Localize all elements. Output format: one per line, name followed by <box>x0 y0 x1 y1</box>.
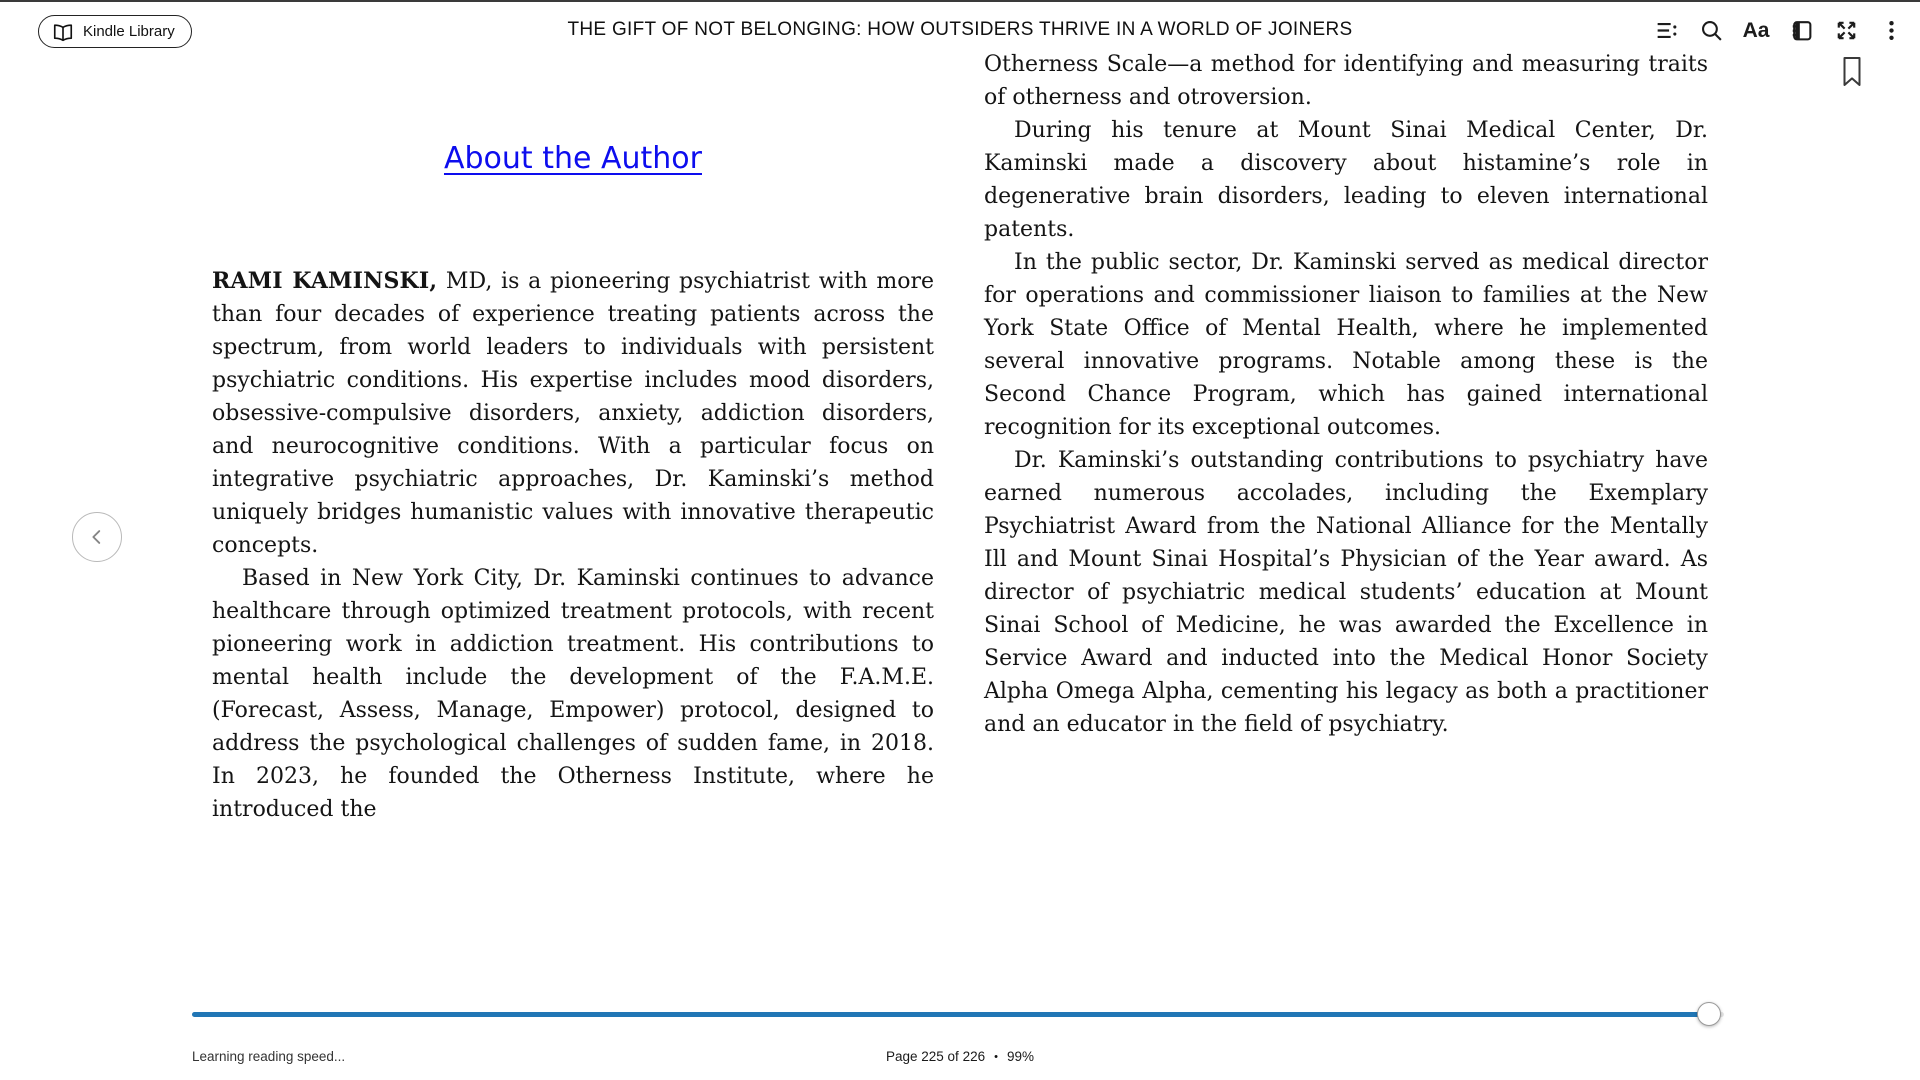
paragraph: Otherness Scale—a method for identifying and measuring traits of otherness and otroversion. <box>984 52 1708 110</box>
author-name-bold: RAMI KAMINSKI, <box>212 268 438 294</box>
reading-progress-bar[interactable] <box>192 1012 1724 1017</box>
paragraph: Based in New York City, Dr. Kaminski continues to advance healthcare through optimized treatment protocols, with recent pioneering work in addiction treatment. His contributions to mental health include the development of the F.A.M.E. (Forecast, Assess, Manage, Empower) protocol, designed to address the psychological challenges of sudden fame, in 2018. In 2023, he founded the Otherness Institute, where he introduced the <box>212 566 934 822</box>
page-layout-icon[interactable] <box>1788 17 1814 43</box>
search-icon[interactable] <box>1698 17 1724 43</box>
chapter-heading-link[interactable]: About the Author <box>443 141 702 176</box>
font-settings-button[interactable] <box>1743 17 1769 43</box>
right-column <box>984 48 1708 741</box>
bookmark-icon[interactable] <box>1841 56 1863 88</box>
topbar-icon-group <box>1653 17 1904 43</box>
percent-read-label: 99% <box>1006 1049 1034 1064</box>
separator-dot: • <box>994 1050 998 1063</box>
overflow-menu-icon[interactable] <box>1878 17 1904 43</box>
book-title: THE GIFT OF NOT BELONGING: HOW OUTSIDERS THRIVE IN A WORLD OF JOINERS <box>567 19 1353 40</box>
reading-speed-status: Learning reading speed... <box>192 1049 346 1064</box>
paragraph: In the public sector, Dr. Kaminski served as medical director for operations and commissioner liaison to families at the New York State Office of Mental Health, where he implemented several innovative programs. Notable among these is the Second Chance Program, which has gained international recognition for its exceptional outcomes. <box>984 250 1708 440</box>
page-position-indicator <box>0 1049 1920 1064</box>
kindle-library-label: Kindle Library <box>83 23 175 40</box>
toc-icon[interactable] <box>1653 17 1679 43</box>
paragraph: During his tenure at Mount Sinai Medical Center, Dr. Kaminski made a discovery about histamine’s role in degenerative brain disorders, leading to eleven international patents. <box>984 118 1708 242</box>
progress-fill <box>192 1012 1709 1017</box>
left-column <box>212 142 934 826</box>
font-settings-label: Aa <box>1742 18 1770 42</box>
previous-page-button[interactable] <box>72 512 122 562</box>
paragraph: RAMI KAMINSKI, MD, is a pioneering psychiatrist with more than four decades of experience treating patients across the spectrum, from world leaders to individuals with persistent psychiatric conditions. His expertise includes mood disorders, obsessive-compulsive disorders, anxiety, addiction disorders, and neurocognitive conditions. With a particular focus on integrative psychiatric approaches, Dr. Kaminski’s method uniquely bridges humanistic values with innovative therapeutic concepts. <box>212 268 934 558</box>
fullscreen-icon[interactable] <box>1833 17 1859 43</box>
page-number-label: Page 225 of 226 <box>886 1049 986 1064</box>
paragraph: Dr. Kaminski’s outstanding contributions to psychiatry have earned numerous accolades, including the Exemplary Psychiatrist Award from the National Alliance for the Mentally Ill and Mount Sinai Hospital’s Physician of the Year award. As director of psychiatric medical students’ education at Mount Sinai School of Medicine, he was awarded the Excellence in Service Award and inducted into the Medical Honor Society Alpha Omega Alpha, cementing his legacy as both a practitioner and an educator in the field of psychiatry. <box>984 448 1708 737</box>
progress-handle[interactable] <box>1697 1002 1721 1026</box>
chevron-left-icon <box>86 526 108 548</box>
